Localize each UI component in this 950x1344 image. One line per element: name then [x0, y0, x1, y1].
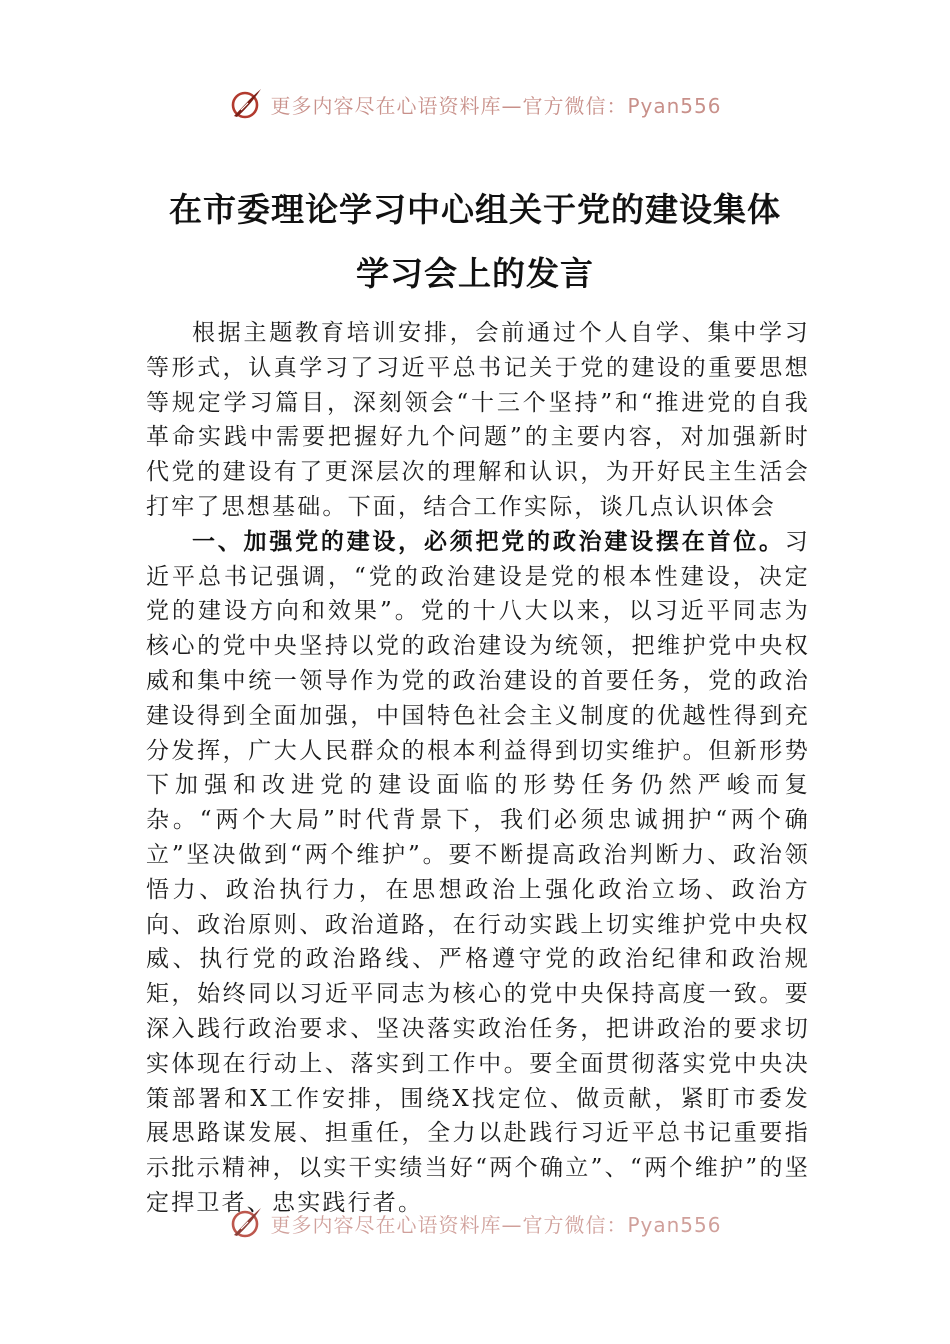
document-body	[146, 316, 810, 1221]
watermark-text: 更多内容尽在心语资料库—官方微信：Pyan556	[270, 93, 722, 118]
quill-pen-logo-icon	[228, 86, 264, 122]
document-title	[100, 178, 850, 306]
title-line-1: 在市委理论学习中心组关于党的建设集体	[169, 190, 781, 229]
section-1-heading: 一、加强党的建设，必须把党的政治建设摆在首位。	[192, 527, 785, 555]
section-1-body: 习近平总书记强调，“党的政治建设是党的根本性建设，决定党的建设方向和效果”。党的十八大以来，以习近平同志为核心的党中央坚持以党的政治建设为统领，把维护党中央权威和集中统一领导作为党的政治建设的首要任务，党的政治建设得到全面加强，中国特色社会主义制度的优越性得到充分发挥，广大人民群众的根本利益得到切实维护。但新形势下加强和改进党的建设面临的形势任务仍然严峻而复杂。“两个大局”时代背景下，我们必须忠诚拥护“两个确立”坚决做到“两个维护”。要不断提高政治判断力、政治领悟力、政治执行力，在思想政治上强化政治立场、政治方向、政治原则、政治道路，在行动实践上切实维护党中央权威、执行党的政治路线、严格遵守党的政治纪律和政治规矩，始终同以习近平同志为核心的党中央保持高度一致。要深入践行政治要求、坚决落实政治任务，把讲政治的要求切实体现在行动上、落实到工作中。要全面贯彻落实党中央决策部署和X工作安排，围绕X找定位、做贡献，紧盯市委发展思路谋发展、担重任，全力以赴践行习近平总书记重要指示批示精神，以实干实绩当好“两个确立”、“两个维护”的坚定捍卫者、忠实践行者。	[146, 528, 810, 1216]
title-line-2: 学习会上的发言	[356, 254, 594, 293]
quill-pen-logo-icon	[228, 1205, 264, 1241]
footer-watermark	[0, 1203, 950, 1243]
section-1-paragraph	[146, 525, 810, 1221]
intro-paragraph: 根据主题教育培训安排，会前通过个人自学、集中学习等形式，认真学习了习近平总书记关于党的建设的重要思想等规定学习篇目，深刻领会“十三个坚持”和“推进党的自我革命实践中需要把握好九个问题”的主要内容，对加强新时代党的建设有了更深层次的理解和认识，为开好民主生活会打牢了思想基础。下面，结合工作实际，谈几点认识体会	[146, 320, 810, 520]
header-watermark	[0, 84, 950, 124]
watermark-text: 更多内容尽在心语资料库—官方微信：Pyan556	[270, 1212, 722, 1237]
